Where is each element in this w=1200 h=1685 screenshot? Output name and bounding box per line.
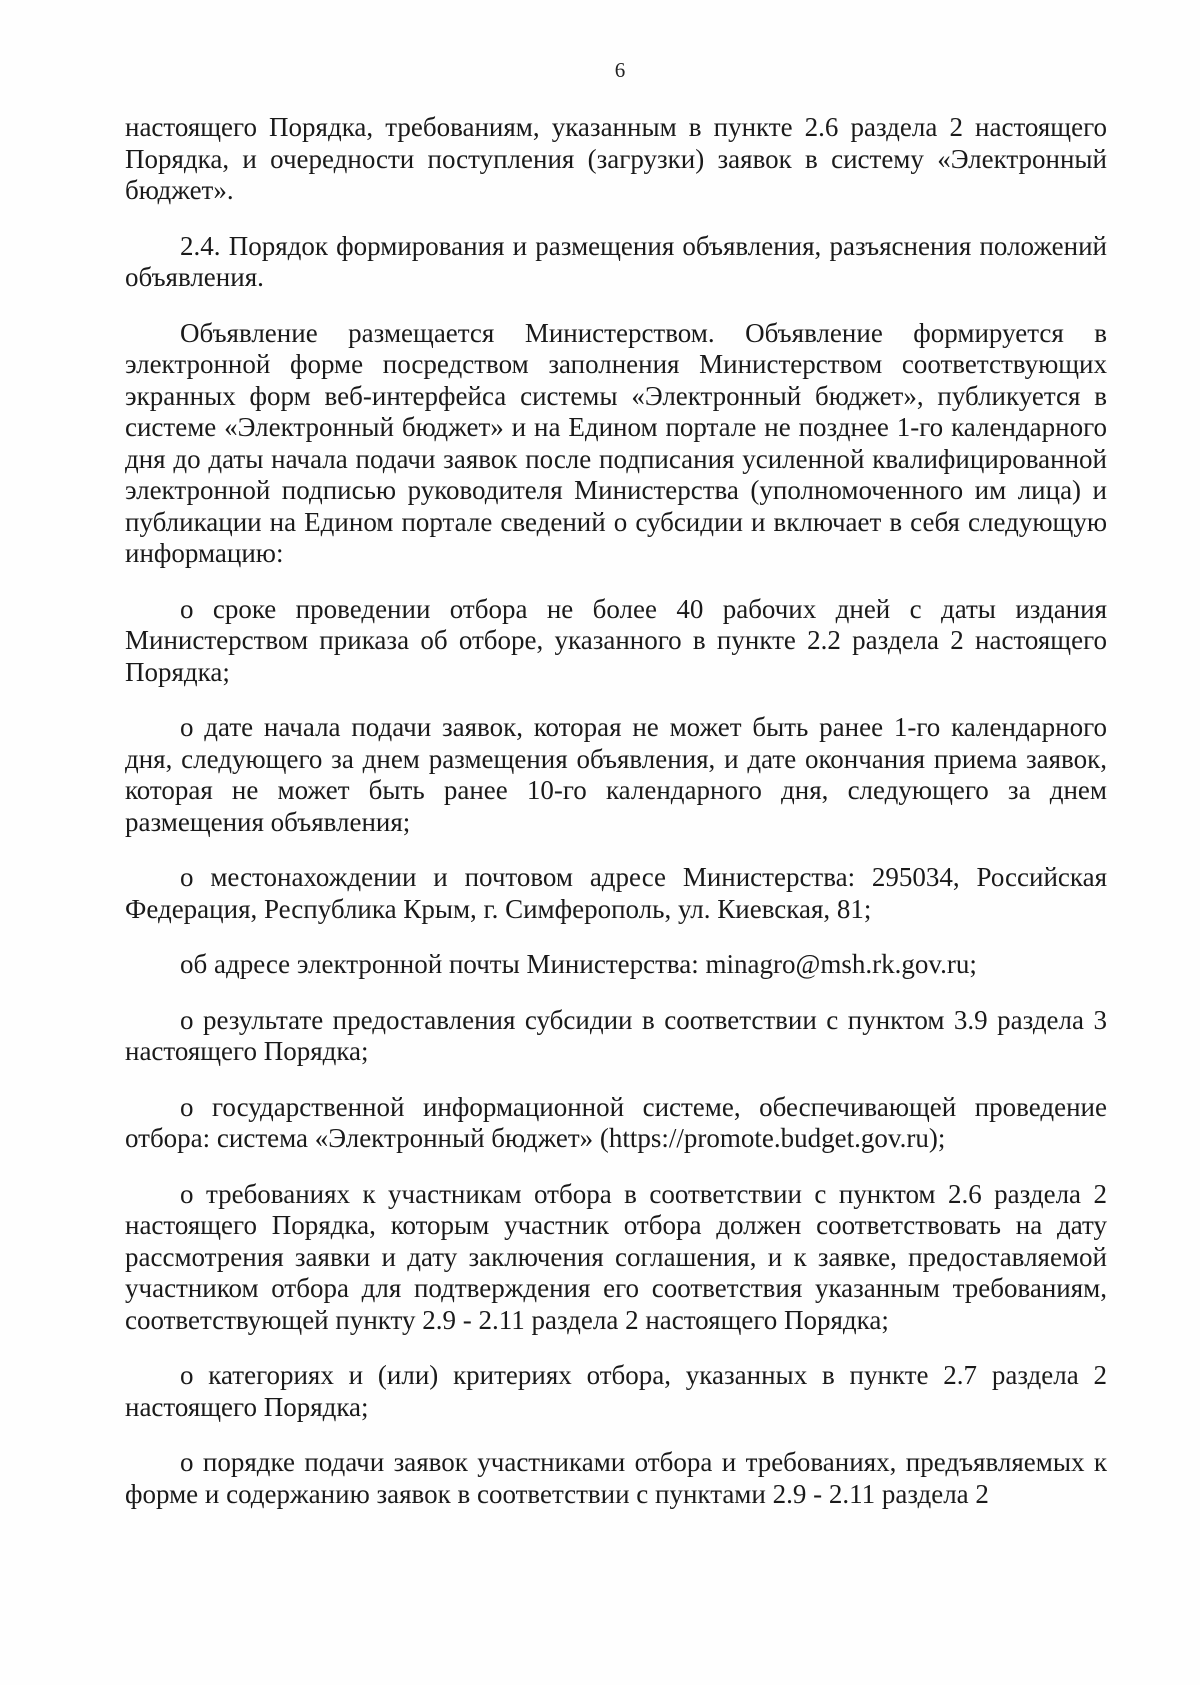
paragraph-ministry-address: о местонахождении и почтовом адресе Министерства: 295034, Российская Федерация, Республика Крым, г. Симферополь, ул. Киевская, 81;	[125, 862, 1107, 924]
paragraph-section-heading: 2.4. Порядок формирования и размещения объявления, разъяснения положений объявления.	[125, 230, 1107, 292]
paragraph-continuation: настоящего Порядка, требованиям, указанным в пункте 2.6 раздела 2 настоящего Порядка, и очередности поступления (загрузки) заявок в систему «Электронный бюджет».	[125, 112, 1107, 205]
paragraph-selection-criteria: о категориях и (или) критериях отбора, указанных в пункте 2.7 раздела 2 настоящего Порядка;	[125, 1360, 1107, 1422]
paragraph-subsidy-result: о результате предоставления субсидии в соответствии с пунктом 3.9 раздела 3 настоящего Порядка;	[125, 1004, 1107, 1066]
paragraph-submission-procedure: о порядке подачи заявок участниками отбора и требованиях, предъявляемых к форме и содержанию заявок в соответствии с пунктами 2.9 - 2.11 раздела 2	[125, 1447, 1107, 1509]
paragraph-participant-requirements: о требованиях к участникам отбора в соответствии с пунктом 2.6 раздела 2 настоящего Порядка, которым участник отбора должен соответствовать на дату рассмотрения заявки и дату заключения соглашения, и к заявке, предоставляемой участником отбора для подтверждения его соответствия указанным требованиям, соответствующей пункту 2.9 - 2.11 раздела 2 настоящего Порядка;	[125, 1178, 1107, 1335]
document-body	[125, 112, 1107, 1510]
page-number: 6	[614, 58, 626, 82]
paragraph-application-dates: о дате начала подачи заявок, которая не может быть ранее 1-го календарного дня, следующего за днем размещения объявления, и дате окончания приема заявок, которая не может быть ранее 10-го календарного дня, следующего за днем размещения объявления;	[125, 712, 1107, 837]
paragraph-announcement: Объявление размещается Министерством. Объявление формируется в электронной форме посредством заполнения Министерством соответствующих экранных форм веб-интерфейса системы «Электронный бюджет», публикуется в системе «Электронный бюджет» и на Едином портале не позднее 1-го календарного дня до даты начала подачи заявок после подписания усиленной квалифицированной электронной подписью руководителя Министерства (уполномоченного им лица) и публикации на Едином портале сведений о субсидии и включает в себя следующую информацию:	[125, 317, 1107, 568]
paragraph-information-system: о государственной информационной системе, обеспечивающей проведение отбора: система «Электронный бюджет» (https://promote.budget.gov.ru);	[125, 1091, 1107, 1153]
paragraph-ministry-email: об адресе электронной почты Министерства: minagro@msh.rk.gov.ru;	[180, 949, 977, 979]
paragraph-selection-term: о сроке проведении отбора не более 40 рабочих дней с даты издания Министерством приказа об отборе, указанного в пункте 2.2 раздела 2 настоящего Порядка;	[125, 593, 1107, 687]
